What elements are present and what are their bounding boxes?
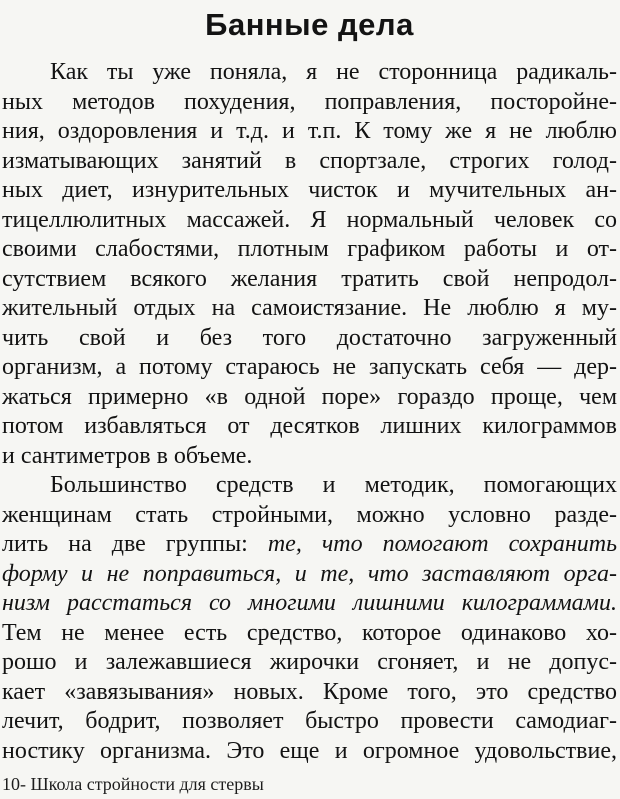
text-segment: кает «завязывания» новых. Кроме того, это средство bbox=[2, 678, 617, 705]
text-line bbox=[2, 324, 617, 354]
text-segment: рошо и залежавшиеся жирочки сгоняет, и не допус- bbox=[2, 649, 617, 675]
text-segment: Как ты уже поняла, я не сторонница радикаль- bbox=[50, 59, 617, 85]
text-line bbox=[2, 206, 617, 236]
text-line bbox=[2, 560, 617, 590]
text-line bbox=[2, 589, 617, 619]
text-segment: чить свой и без того достаточно загруженный bbox=[2, 324, 617, 351]
text-line bbox=[2, 412, 617, 442]
italic-text-segment: те, что помогают сохранить bbox=[267, 531, 617, 557]
text-segment: тицеллюлитных массажей. Я нормальный человек со bbox=[2, 206, 617, 233]
text-line bbox=[2, 737, 617, 767]
text-segment: и сантиметров в объеме. bbox=[2, 442, 253, 469]
text-line bbox=[2, 471, 617, 501]
text-segment: своими слабостями, плотным графиком работы и от- bbox=[2, 236, 617, 262]
text-line bbox=[2, 442, 617, 472]
text-line bbox=[2, 294, 617, 324]
text-segment: потом избавляться от десятков лишних килограммов bbox=[2, 413, 617, 439]
text-line bbox=[2, 383, 617, 413]
text-line bbox=[2, 88, 617, 118]
text-segment: сутствием всякого желания тратить свой непродол- bbox=[2, 265, 617, 292]
text-segment: Тем не менее есть средство, которое одинаково хо- bbox=[2, 619, 617, 646]
text-line bbox=[2, 117, 617, 147]
text-line bbox=[2, 648, 617, 678]
text-segment: изматывающих занятий в спортзале, строгих голод- bbox=[2, 147, 617, 174]
text-line bbox=[2, 58, 617, 88]
text-line bbox=[2, 235, 617, 265]
chapter-title: Банные дела bbox=[205, 7, 414, 42]
text-segment: ных методов похудения, поправления, посторойне- bbox=[2, 88, 617, 115]
text-segment: лечит, бодрит, позволяет быстро провести самодиаг- bbox=[2, 708, 617, 734]
print-signature: 10- Школа стройности для стервы bbox=[2, 774, 264, 794]
text-segment: жаться примерно «в одной поре» гораздо проще, чем bbox=[2, 383, 617, 410]
text-line bbox=[2, 147, 617, 177]
text-segment: ностику организма. Это еще и огромное удовольствие, bbox=[2, 737, 617, 764]
text-line bbox=[2, 265, 617, 295]
text-line bbox=[2, 176, 617, 206]
text-segment: ния, оздоровления и т.д. и т.п. К тому же я не люблю bbox=[2, 118, 617, 144]
text-segment: женщинам стать стройными, можно условно разде- bbox=[2, 501, 617, 528]
text-line bbox=[2, 353, 617, 383]
text-segment: жительный отдых на самоистязание. Не люблю я му- bbox=[2, 295, 617, 321]
text-line bbox=[2, 530, 617, 560]
italic-text-segment: низм расстаться со многими лишними килограммами. bbox=[2, 590, 617, 616]
text-line bbox=[2, 707, 617, 737]
text-line bbox=[2, 619, 617, 649]
text-segment: Большинство средств и методик, помогающих bbox=[50, 472, 617, 498]
text-line bbox=[2, 678, 617, 708]
text-segment: организм, а потому стараюсь не запускать себя — дер- bbox=[2, 354, 617, 380]
text-segment: лить на две группы: bbox=[2, 531, 268, 557]
body-text bbox=[2, 58, 617, 766]
text-segment: ных диет, изнурительных чисток и мучительных ан- bbox=[2, 177, 617, 203]
text-line bbox=[2, 501, 617, 531]
italic-text-segment: форму и не поправиться, и те, что заставляют орга- bbox=[2, 560, 617, 587]
